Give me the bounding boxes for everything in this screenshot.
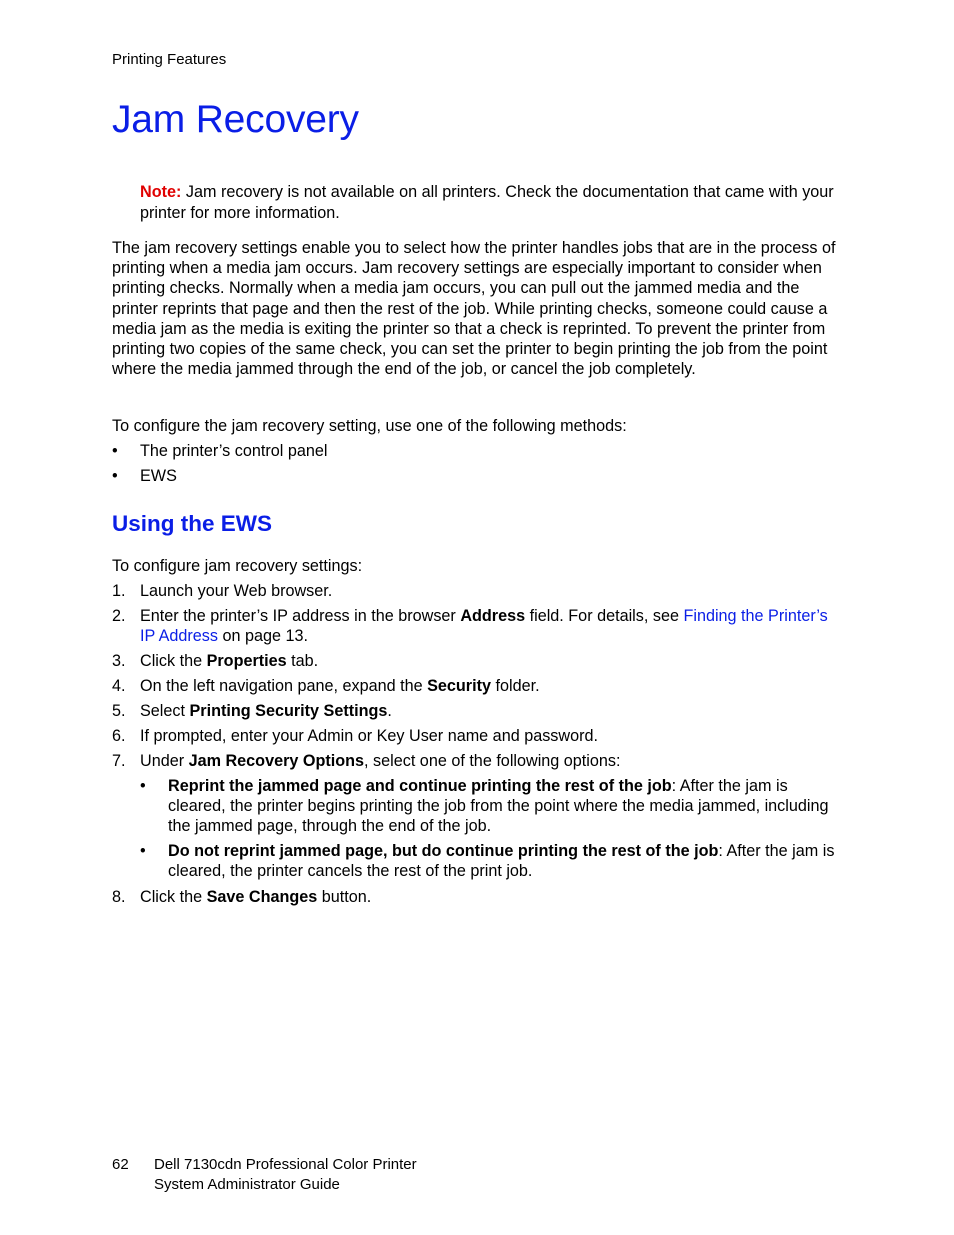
printing-security-settings-name: Printing Security Settings	[189, 702, 388, 720]
page-number: 62	[112, 1156, 129, 1173]
step-number: 6.	[112, 727, 126, 745]
bullet-icon: •	[140, 842, 146, 860]
step-text	[140, 606, 830, 646]
bullet-icon: •	[140, 777, 146, 795]
step-text-part: Enter the printer’s IP address in the browser	[140, 607, 461, 625]
note-box	[140, 182, 845, 223]
note-label: Note:	[140, 183, 182, 201]
step-text-part: On the left navigation pane, expand the	[140, 677, 428, 695]
jam-recovery-options-name: Jam Recovery Options	[188, 752, 365, 770]
step-text	[140, 887, 845, 907]
option-no-reprint-name: Do not reprint jammed page, but do continue printing the rest of the job	[168, 842, 719, 860]
security-folder-name: Security	[427, 677, 491, 695]
step-text	[140, 651, 845, 671]
step-text-part: folder.	[490, 677, 540, 695]
footer-guide: System Administrator Guide	[154, 1175, 340, 1193]
intro-paragraph: The jam recovery settings enable you to select how the printer handles jobs that are in the process of printing when a media jam occurs. Jam recovery settings are especially important to consider when printing checks. Normally when a media jam occurs, you can pull out the jammed media and the printer reprints that page and then the rest of the job. While printing checks, someone could cause a media jam as the media is exiting the printer so that a check is reprinted. To prevent the printer from printing two copies of the same check, you can set the printer to begin printing the job from the point where the media jammed through the end of the job, or cancel the job completely.	[112, 239, 836, 379]
option-description: : After the jam is cleared, the printer begins printing the job from the point where the media jammed, including the jammed page, through the end of the job.	[168, 777, 829, 836]
method-ews: EWS	[140, 467, 177, 485]
step-number: 5.	[112, 702, 126, 720]
step-text-part: tab.	[286, 652, 319, 670]
address-field-name: Address	[460, 607, 526, 625]
step-text-part: field. For details, see	[525, 607, 684, 625]
step-text	[140, 751, 845, 771]
step-number: 8.	[112, 888, 126, 906]
note-text: Jam recovery is not available on all printers. Check the documentation that came with your printer for more information.	[140, 183, 834, 222]
running-header: Printing Features	[112, 51, 227, 68]
option-description: : After the jam is cleared, the printer cancels the rest of the print job.	[168, 842, 835, 881]
methods-intro: To configure the jam recovery setting, use one of the following methods:	[112, 417, 627, 435]
save-changes-button-name: Save Changes	[206, 888, 318, 906]
step-number: 1.	[112, 582, 126, 600]
step-text: Launch your Web browser.	[140, 582, 333, 600]
footer-product: Dell 7130cdn Professional Color Printer	[154, 1156, 417, 1173]
step-text-part: button.	[317, 888, 372, 906]
step-number: 3.	[112, 652, 126, 670]
step-text: If prompted, enter your Admin or Key User name and password.	[140, 727, 598, 745]
option-text	[168, 841, 838, 881]
step-number: 2.	[112, 607, 126, 625]
footer-text	[154, 1155, 554, 1194]
bullet-icon: •	[112, 442, 118, 460]
steps-intro: To configure jam recovery settings:	[112, 557, 363, 575]
step-text-part: on page 13.	[218, 627, 309, 646]
step-text-part: Click the	[140, 888, 207, 906]
step-text-part: Select	[140, 702, 190, 720]
step-text-part: Under	[140, 752, 189, 770]
page-title: Jam Recovery	[112, 98, 359, 141]
step-text	[140, 676, 845, 696]
step-number: 4.	[112, 677, 126, 695]
finding-ip-address-link[interactable]: Finding the Printer’s IP Address	[140, 607, 828, 646]
step-number: 7.	[112, 752, 126, 770]
step-text	[140, 701, 845, 721]
option-reprint-name: Reprint the jammed page and continue printing the rest of the job	[168, 777, 672, 795]
properties-tab-name: Properties	[206, 652, 287, 670]
method-control-panel: The printer’s control panel	[140, 442, 328, 460]
bullet-icon: •	[112, 467, 118, 485]
step-text-part: , select one of the following options:	[364, 752, 621, 770]
step-text-part: .	[387, 702, 392, 720]
section-heading: Using the EWS	[112, 511, 273, 536]
step-text-part: Click the	[140, 652, 207, 670]
option-text	[168, 776, 838, 837]
